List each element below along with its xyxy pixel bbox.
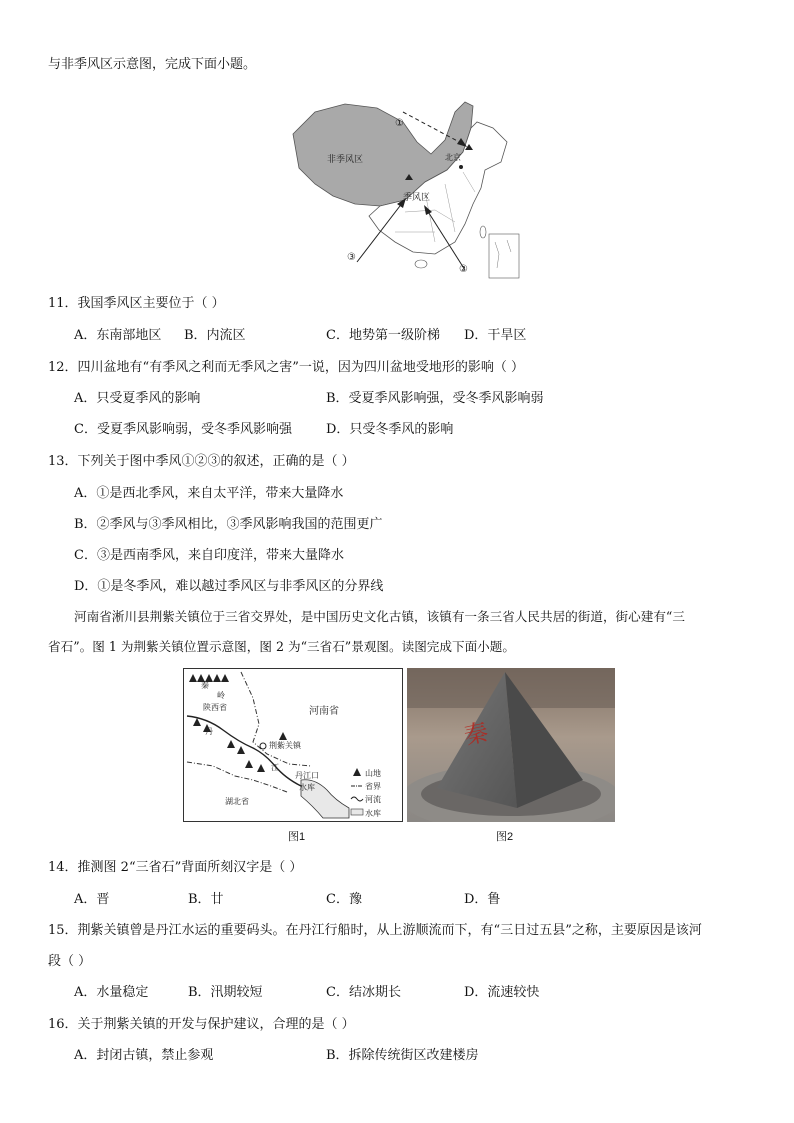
question-11-option-d[interactable]: D．干旱区 — [464, 328, 527, 343]
question-15-option-b[interactable]: B．汛期较短 — [188, 985, 263, 1000]
stone-carved-character: 秦 — [461, 717, 491, 751]
question-15-stem-line-2: 段（ ） — [48, 954, 92, 969]
question-14-option-c[interactable]: C．豫 — [326, 892, 362, 907]
question-15-option-d[interactable]: D．流速较快 — [464, 985, 540, 1000]
question-15-stem-line-1: 15．荆紫关镇曾是丹江水运的重要码头。在丹江行船时，从上游顺流而下，有“三日过五县”之称，主要原因是该河 — [48, 923, 702, 938]
question-13-option-b[interactable]: B．②季风与③季风相比，③季风影响我国的范围更广 — [74, 517, 383, 532]
three-province-stone-photo — [407, 668, 615, 822]
figure-2-caption: 图2 — [496, 831, 514, 843]
question-11-stem: 11．我国季风区主要位于（ ） — [48, 296, 225, 311]
question-11-option-b[interactable]: B．内流区 — [184, 328, 246, 343]
reservoir-label-a: 丹江口 — [295, 771, 319, 780]
legend-mountain: 山地 — [365, 769, 381, 778]
non-monsoon-label: 非季风区 — [327, 155, 364, 165]
question-12-option-b[interactable]: B．受夏季风影响强，受冬季风影响弱 — [326, 391, 544, 406]
jingziguan-location-map — [183, 668, 403, 822]
question-13-option-d[interactable]: D．①是冬季风，难以越过季风区与非季风区的分界线 — [74, 579, 384, 594]
question-11-option-a[interactable]: A．东南部地区 — [74, 328, 162, 343]
question-14-stem: 14．推测图 2“三省石”背面所刻汉字是（ ） — [48, 860, 303, 875]
china-monsoon-map — [285, 92, 535, 287]
question-16-stem: 16．关于荆紫关镇的开发与保护建议，合理的是（ ） — [48, 1017, 355, 1032]
question-16-option-b[interactable]: B．拆除传统街区改建楼房 — [326, 1048, 479, 1063]
question-14-option-d[interactable]: D．鲁 — [464, 892, 501, 907]
monsoon-label: 季风区 — [403, 193, 431, 203]
question-13-stem: 13．下列关于图中季风①②③的叙述，正确的是（ ） — [48, 454, 355, 469]
passage-line-1: 河南省淅川县荆紫关镇位于三省交界处，是中国历史文化古镇，该镇有一条三省人民共居的街道，街心建有“三 — [74, 609, 685, 624]
question-12-option-a[interactable]: A．只受夏季风的影响 — [74, 391, 201, 406]
question-14-option-a[interactable]: A．晋 — [74, 892, 110, 907]
shaanxi-label: 陕西省 — [203, 703, 227, 712]
henan-label: 河南省 — [309, 706, 339, 717]
intro-text: 与非季风区示意图，完成下面小题。 — [48, 57, 257, 72]
jiang-label: 江 — [271, 763, 279, 772]
legend-reservoir: 水库 — [365, 809, 381, 818]
arrow-1-label: ① — [395, 118, 404, 129]
dan-label: 丹 — [205, 727, 213, 736]
legend-river: 河流 — [365, 795, 381, 804]
question-12-stem: 12．四川盆地有“有季风之利而无季风之害”一说，因为四川盆地受地形的影响（ ） — [48, 360, 524, 375]
arrow-3-label: ③ — [347, 252, 356, 263]
arrow-2-label: ② — [459, 264, 468, 275]
qin-label: 秦 — [201, 681, 209, 690]
question-12-option-d[interactable]: D．只受冬季风的影响 — [326, 422, 454, 437]
question-16-option-a[interactable]: A．封闭古镇，禁止参观 — [74, 1048, 214, 1063]
question-13-option-c[interactable]: C．③是西南季风，来自印度洋，带来大量降水 — [74, 548, 344, 563]
passage-line-2: 省石”。图 1 为荆紫关镇位置示意图，图 2 为“三省石”景观图。读图完成下面小题。 — [48, 639, 515, 654]
figure-1-caption: 图1 — [288, 831, 306, 843]
question-12-option-c[interactable]: C．受夏季风影响弱，受冬季风影响强 — [74, 422, 292, 437]
question-14-option-b[interactable]: B．廿 — [188, 892, 224, 907]
beijing-label: 北京 — [445, 153, 461, 162]
question-15-option-c[interactable]: C．结冰期长 — [326, 985, 401, 1000]
town-label: 荆紫关镇 — [269, 741, 301, 750]
reservoir-label-b: 水库 — [299, 783, 315, 792]
question-13-option-a[interactable]: A．①是西北季风，来自太平洋，带来大量降水 — [74, 486, 344, 501]
question-11-option-c[interactable]: C．地势第一级阶梯 — [326, 328, 440, 343]
legend-boundary: 省界 — [365, 782, 381, 791]
hubei-label: 湖北省 — [225, 797, 249, 806]
question-15-option-a[interactable]: A．水量稳定 — [74, 985, 149, 1000]
ling-label: 岭 — [217, 691, 225, 700]
